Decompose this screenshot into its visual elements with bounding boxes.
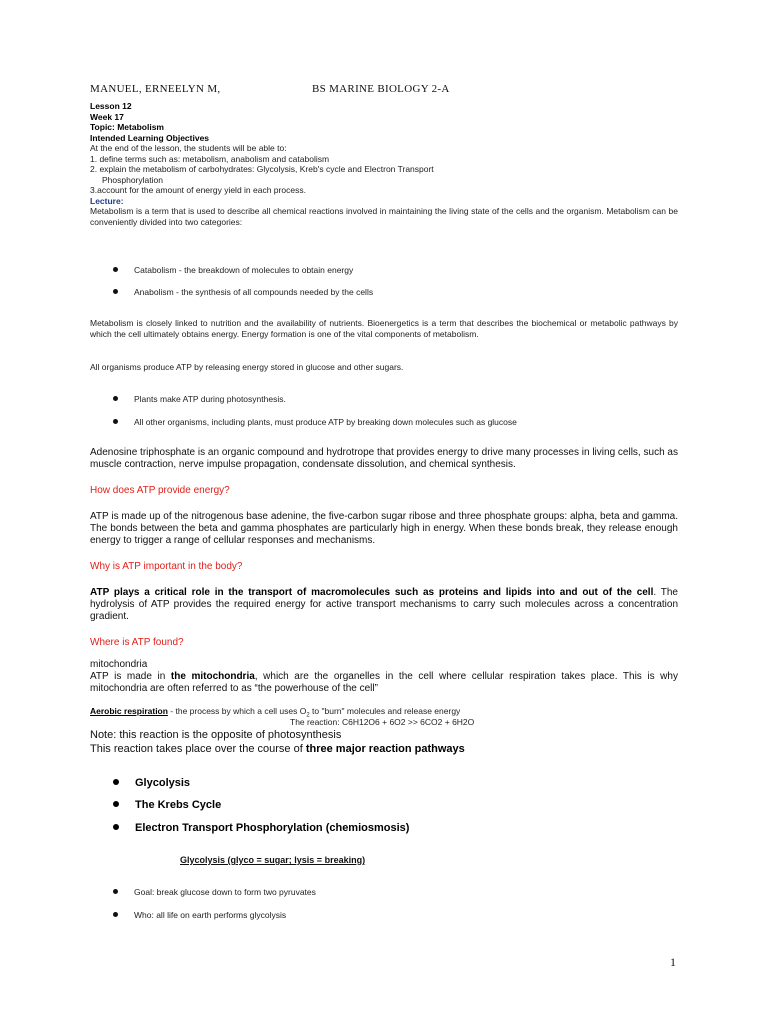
lesson-info <box>90 101 678 227</box>
answer-paragraph: ATP is made up of the nitrogenous base adenine, the five-carbon sugar ribose and three phosphate groups: alpha, beta and gamma. The bonds between the beta and gamma phosphates are particularly high in energy. When these bonds break, they release enough energy to trigger a range of cellular responses and mechanisms. <box>90 511 678 546</box>
course-name: BS MARINE BIOLOGY 2-A <box>312 83 450 95</box>
pathways-intro: This reaction takes place over the course of three major reaction pathways <box>90 743 465 755</box>
list-item: Catabolism - the breakdown of molecules to obtain energy <box>113 265 353 275</box>
ilo-intro: At the end of the lesson, the students will be able to: <box>90 143 287 153</box>
topic: Topic: Metabolism <box>90 122 164 132</box>
objective-1: 1. define terms such as: metabolism, anabolism and catabolism <box>90 153 330 164</box>
lecture-text: Metabolism is a term that is used to describe all chemical reactions involved in maintaining the living state of the cells and the organism. Metabolism can be conveniently divided into two categories: <box>90 206 678 227</box>
list-item: Who: all life on earth performs glycolysis <box>113 910 286 920</box>
question-heading: How does ATP provide energy? <box>90 485 230 496</box>
list-item: Goal: break glucose down to form two pyruvates <box>113 887 316 897</box>
objective-3: 3.account for the amount of energy yield in each process. <box>90 185 306 195</box>
atp-intro: All organisms produce ATP by releasing energy stored in glucose and other sugars. <box>90 362 404 372</box>
bullet-icon <box>113 289 118 294</box>
aerobic-definition: Aerobic respiration - the process by which a cell uses $O_2$ to "burn" molecules and release energy <box>90 706 461 719</box>
bullet-icon <box>113 267 118 272</box>
adenosine-paragraph: Adenosine triphosphate is an organic compound and hydrotrope that provides energy to drive many processes in living cells, such as muscle contraction, nerve impulse propagation, condensate dissolution, and chemical synthesis. <box>90 447 678 470</box>
list-item: Anabolism - the synthesis of all compounds needed by the cells <box>113 287 373 297</box>
lesson-number: Lesson 12 <box>90 101 132 111</box>
objective-2: 2. explain the metabolism of carbohydrates: Glycolysis, Kreb's cycle and Electron Transport <box>90 164 434 174</box>
ilo-title: Intended Learning Objectives <box>90 132 210 143</box>
nutrition-paragraph: Metabolism is closely linked to nutrition and the availability of nutrients. Bioenergetics is a term that describes the biochemical or metabolic pathways by which the cell ultimately obtains energy. Energy formation is one of the vital components of metabolism. <box>90 318 678 339</box>
list-item: Electron Transport Phosphorylation (chemiosmosis) <box>113 822 409 834</box>
answer-paragraph: ATP is made in the mitochondria, which are the organelles in the cell where cellular respiration takes place. This is why mitochondria are often referred to as “the powerhouse of the cell” <box>90 671 678 694</box>
bullet-icon <box>113 912 118 917</box>
list-item: Glycolysis <box>113 777 190 789</box>
bullet-icon <box>113 889 118 894</box>
reaction-equation: The reaction: C6H12O6 + 6O2 >> 6CO2 + 6H2O <box>290 717 475 727</box>
objective-2-cont: Phosphorylation <box>102 174 163 185</box>
list-item: All other organisms, including plants, must produce ATP by breaking down molecules such as glucose <box>113 417 517 427</box>
answer-word: mitochondria <box>90 659 148 670</box>
bullet-icon <box>113 419 118 424</box>
page-number: 1 <box>670 955 676 969</box>
bullet-icon <box>113 396 118 401</box>
list-item: The Krebs Cycle <box>113 799 221 811</box>
question-heading: Why is ATP important in the body? <box>90 561 243 572</box>
student-name: MANUEL, ERNEELYN M, <box>90 83 221 95</box>
note: Note: this reaction is the opposite of photosynthesis <box>90 729 342 741</box>
week-number: Week 17 <box>90 111 124 122</box>
lecture-label: Lecture: <box>90 195 124 206</box>
question-heading: Where is ATP found? <box>90 637 184 648</box>
glycolysis-heading: Glycolysis (glyco = sugar; lysis = breaking) <box>180 855 366 865</box>
bullet-icon <box>113 801 119 807</box>
answer-paragraph: ATP plays a critical role in the transport of macromolecules such as proteins and lipids into and out of the cell. The hydrolysis of ATP provides the required energy for active transport mechanisms to carry such molecules across a concentration gradient. <box>90 587 678 622</box>
list-item: Plants make ATP during photosynthesis. <box>113 394 286 404</box>
aerobic-term: Aerobic respiration <box>90 706 168 716</box>
bullet-icon <box>113 824 119 830</box>
bullet-icon <box>113 779 119 785</box>
